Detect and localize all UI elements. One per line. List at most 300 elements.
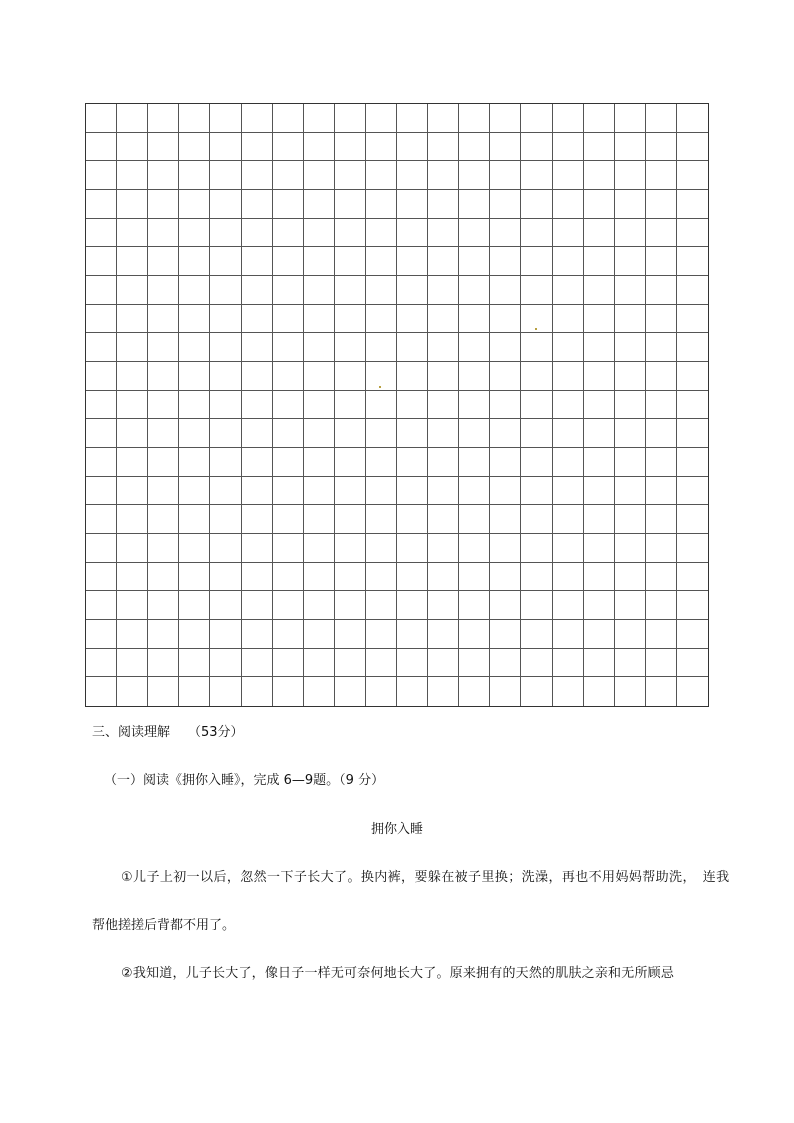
- grid-cell: [646, 362, 677, 391]
- grid-cell: [210, 333, 241, 362]
- grid-cell: [459, 477, 490, 506]
- grid-cell: [428, 563, 459, 592]
- grid-cell: [521, 477, 552, 506]
- grid-cell: [615, 190, 646, 219]
- grid-cell: [677, 505, 708, 534]
- grid-cell: [553, 505, 584, 534]
- grid-cell: [521, 391, 552, 420]
- grid-cell: [459, 161, 490, 190]
- grid-cell: [646, 391, 677, 420]
- grid-cell: [210, 190, 241, 219]
- grid-cell: [615, 448, 646, 477]
- grid-cell: [490, 419, 521, 448]
- grid-cell: [366, 534, 397, 563]
- paragraph-2: ②我知道，儿子长大了，像日子一样无可奈何地长大了。原来拥有的天然的肌肤之亲和无所顾忌: [121, 966, 675, 981]
- grid-cell: [335, 448, 366, 477]
- article-title: 拥你入睡: [370, 822, 423, 837]
- grid-cell: [677, 104, 708, 133]
- grid-cell: [117, 247, 148, 276]
- grid-cell: [553, 104, 584, 133]
- grid-cell: [179, 219, 210, 248]
- grid-cell: [242, 161, 273, 190]
- grid-cell: [148, 419, 179, 448]
- grid-cell: [584, 333, 615, 362]
- grid-cell: [521, 161, 552, 190]
- grid-cell: [273, 276, 304, 305]
- grid-cell: [210, 161, 241, 190]
- grid-cell: [646, 133, 677, 162]
- grid-cell: [304, 677, 335, 706]
- section-score: （53分）: [188, 725, 244, 740]
- grid-cell: [148, 505, 179, 534]
- grid-cell: [428, 620, 459, 649]
- grid-cell: [242, 419, 273, 448]
- grid-cell: [397, 448, 428, 477]
- grid-cell: [584, 505, 615, 534]
- grid-cell: [615, 620, 646, 649]
- grid-cell: [428, 219, 459, 248]
- section-heading: [92, 725, 244, 741]
- grid-cell: [304, 419, 335, 448]
- grid-cell: [646, 649, 677, 678]
- grid-cell: [615, 505, 646, 534]
- grid-cell: [553, 362, 584, 391]
- grid-cell: [366, 133, 397, 162]
- grid-cell: [210, 563, 241, 592]
- grid-cell: [117, 620, 148, 649]
- grid-cell: [677, 362, 708, 391]
- grid-cell: [86, 620, 117, 649]
- grid-cell: [490, 649, 521, 678]
- grid-cell: [86, 219, 117, 248]
- grid-cell: [242, 333, 273, 362]
- grid-cell: [117, 534, 148, 563]
- grid-cell: [210, 448, 241, 477]
- grid-cell: [677, 305, 708, 334]
- grid-cell: [304, 305, 335, 334]
- grid-cell: [179, 362, 210, 391]
- grid-cell: [304, 333, 335, 362]
- grid-cell: [86, 391, 117, 420]
- grid-cell: [273, 448, 304, 477]
- grid-cell: [242, 276, 273, 305]
- grid-cell: [677, 247, 708, 276]
- grid-cell: [304, 276, 335, 305]
- grid-cell: [86, 133, 117, 162]
- grid-cell: [397, 362, 428, 391]
- grid-cell: [459, 305, 490, 334]
- grid-cell: [397, 620, 428, 649]
- section-heading-text: 三、阅读理解: [92, 725, 171, 740]
- grid-cell: [490, 563, 521, 592]
- grid-cell: [273, 649, 304, 678]
- grid-cell: [179, 534, 210, 563]
- grid-cell: [646, 534, 677, 563]
- grid-cell: [86, 104, 117, 133]
- grid-cell: [677, 649, 708, 678]
- grid-cell: [335, 219, 366, 248]
- grid-cell: [335, 247, 366, 276]
- grid-cell: [148, 677, 179, 706]
- grid-cell: [210, 133, 241, 162]
- grid-cell: [584, 591, 615, 620]
- grid-cell: [117, 276, 148, 305]
- grid-cell: [366, 448, 397, 477]
- grid-cell: [335, 333, 366, 362]
- grid-cell: [459, 649, 490, 678]
- grid-cell: [490, 362, 521, 391]
- grid-cell: [521, 620, 552, 649]
- grid-cell: [148, 563, 179, 592]
- ink-speck: [535, 328, 537, 330]
- grid-cell: [366, 505, 397, 534]
- grid-cell: [335, 419, 366, 448]
- grid-cell: [273, 477, 304, 506]
- grid-cell: [210, 219, 241, 248]
- grid-cell: [459, 448, 490, 477]
- grid-cell: [242, 677, 273, 706]
- grid-cell: [304, 247, 335, 276]
- grid-cell: [584, 219, 615, 248]
- grid-cell: [273, 563, 304, 592]
- grid-cell: [490, 477, 521, 506]
- grid-cell: [273, 305, 304, 334]
- grid-cell: [179, 591, 210, 620]
- grid-cell: [210, 362, 241, 391]
- grid-cell: [273, 161, 304, 190]
- grid-cell: [148, 620, 179, 649]
- grid-cell: [677, 190, 708, 219]
- grid-cell: [242, 649, 273, 678]
- grid-cell: [86, 563, 117, 592]
- grid-cell: [646, 305, 677, 334]
- grid-cell: [335, 133, 366, 162]
- grid-cell: [179, 477, 210, 506]
- grid-cell: [117, 190, 148, 219]
- grid-cell: [148, 362, 179, 391]
- grid-cell: [366, 104, 397, 133]
- grid-cell: [148, 247, 179, 276]
- grid-cell: [273, 190, 304, 219]
- grid-cell: [304, 477, 335, 506]
- grid-cell: [397, 247, 428, 276]
- grid-cell: [646, 161, 677, 190]
- grid-cell: [86, 505, 117, 534]
- grid-cell: [677, 534, 708, 563]
- grid-cell: [179, 333, 210, 362]
- grid-cell: [553, 161, 584, 190]
- grid-cell: [584, 305, 615, 334]
- grid-cell: [179, 649, 210, 678]
- grid-cell: [86, 247, 117, 276]
- grid-cell: [553, 620, 584, 649]
- grid-cell: [521, 333, 552, 362]
- grid-cell: [273, 219, 304, 248]
- grid-cell: [490, 391, 521, 420]
- grid-cell: [86, 190, 117, 219]
- grid-cell: [677, 677, 708, 706]
- grid-cell: [646, 247, 677, 276]
- grid-cell: [148, 333, 179, 362]
- grid-cell: [428, 104, 459, 133]
- grid-cell: [117, 305, 148, 334]
- grid-cell: [397, 190, 428, 219]
- grid-cell: [335, 620, 366, 649]
- grid-cell: [490, 190, 521, 219]
- grid-cell: [148, 448, 179, 477]
- grid-cell: [148, 534, 179, 563]
- grid-cell: [459, 591, 490, 620]
- grid-cell: [397, 505, 428, 534]
- grid-cell: [117, 563, 148, 592]
- grid-cell: [459, 104, 490, 133]
- grid-cell: [397, 419, 428, 448]
- grid-cell: [646, 563, 677, 592]
- grid-cell: [553, 133, 584, 162]
- grid-cell: [273, 620, 304, 649]
- grid-cell: [148, 477, 179, 506]
- grid-cell: [242, 247, 273, 276]
- grid-cell: [366, 333, 397, 362]
- grid-cell: [459, 534, 490, 563]
- grid-cell: [490, 133, 521, 162]
- grid-cell: [615, 649, 646, 678]
- grid-cell: [397, 534, 428, 563]
- grid-cell: [677, 219, 708, 248]
- grid-cell: [584, 161, 615, 190]
- grid-cell: [428, 448, 459, 477]
- grid-cell: [86, 362, 117, 391]
- grid-cell: [553, 448, 584, 477]
- grid-cell: [584, 620, 615, 649]
- grid-cell: [86, 477, 117, 506]
- grid-cell: [179, 391, 210, 420]
- grid-cell: [148, 591, 179, 620]
- grid-cell: [117, 505, 148, 534]
- grid-cell: [210, 477, 241, 506]
- grid-cell: [553, 247, 584, 276]
- grid-cell: [304, 591, 335, 620]
- grid-cell: [366, 276, 397, 305]
- grid-cell: [117, 133, 148, 162]
- grid-cell: [521, 276, 552, 305]
- grid-cell: [179, 190, 210, 219]
- grid-cell: [428, 391, 459, 420]
- grid-cell: [397, 591, 428, 620]
- grid-cell: [677, 133, 708, 162]
- grid-cell: [366, 362, 397, 391]
- grid-cell: [148, 133, 179, 162]
- grid-cell: [86, 161, 117, 190]
- grid-cell: [210, 391, 241, 420]
- grid-cell: [584, 190, 615, 219]
- grid-cell: [366, 419, 397, 448]
- grid-cell: [428, 649, 459, 678]
- grid-cell: [397, 161, 428, 190]
- grid-cell: [304, 448, 335, 477]
- grid-cell: [179, 161, 210, 190]
- grid-cell: [242, 133, 273, 162]
- grid-cell: [553, 190, 584, 219]
- grid-cell: [553, 563, 584, 592]
- grid-cell: [428, 276, 459, 305]
- grid-cell: [490, 620, 521, 649]
- grid-cell: [646, 505, 677, 534]
- grid-cell: [677, 333, 708, 362]
- grid-cell: [242, 534, 273, 563]
- grid-cell: [677, 563, 708, 592]
- grid-cell: [646, 620, 677, 649]
- grid-cell: [210, 305, 241, 334]
- grid-cell: [584, 104, 615, 133]
- grid-cell: [521, 219, 552, 248]
- grid-cell: [677, 161, 708, 190]
- grid-cell: [397, 391, 428, 420]
- grid-cell: [397, 333, 428, 362]
- grid-cell: [117, 477, 148, 506]
- grid-cell: [86, 419, 117, 448]
- grid-cell: [521, 591, 552, 620]
- grid-cell: [366, 190, 397, 219]
- grid-cell: [615, 419, 646, 448]
- grid-cell: [490, 247, 521, 276]
- grid-cell: [521, 649, 552, 678]
- grid-cell: [397, 477, 428, 506]
- grid-cell: [397, 677, 428, 706]
- grid-cell: [428, 677, 459, 706]
- grid-cell: [521, 448, 552, 477]
- grid-cell: [210, 419, 241, 448]
- grid-cell: [459, 505, 490, 534]
- grid-cell: [646, 104, 677, 133]
- grid-cell: [459, 563, 490, 592]
- grid-cell: [366, 677, 397, 706]
- grid-cell: [273, 677, 304, 706]
- grid-cell: [584, 276, 615, 305]
- grid-cell: [553, 649, 584, 678]
- grid-cell: [459, 677, 490, 706]
- grid-cell: [490, 305, 521, 334]
- grid-cell: [242, 563, 273, 592]
- grid-cell: [117, 649, 148, 678]
- grid-cell: [428, 133, 459, 162]
- grid-cell: [86, 591, 117, 620]
- grid-cell: [210, 677, 241, 706]
- grid-cell: [428, 305, 459, 334]
- grid-cell: [521, 133, 552, 162]
- grid-cell: [304, 534, 335, 563]
- grid-cell: [179, 620, 210, 649]
- grid-cell: [646, 477, 677, 506]
- grid-cell: [335, 161, 366, 190]
- grid-cell: [117, 419, 148, 448]
- grid-cell: [335, 477, 366, 506]
- grid-cell: [584, 649, 615, 678]
- grid-cell: [428, 534, 459, 563]
- grid-cell: [210, 534, 241, 563]
- grid-cell: [304, 391, 335, 420]
- grid-cell: [366, 649, 397, 678]
- grid-cell: [397, 133, 428, 162]
- grid-cell: [366, 247, 397, 276]
- grid-cell: [553, 534, 584, 563]
- grid-cell: [459, 219, 490, 248]
- grid-cell: [428, 505, 459, 534]
- grid-cell: [677, 620, 708, 649]
- grid-cell: [117, 219, 148, 248]
- grid-cell: [584, 133, 615, 162]
- grid-cell: [615, 563, 646, 592]
- grid-cell: [397, 219, 428, 248]
- grid-cell: [584, 563, 615, 592]
- grid-cell: [179, 305, 210, 334]
- grid-cell: [584, 362, 615, 391]
- paragraph-1: ①儿子上初一以后，忽然一下子长大了。换内裤，要躲在被子里换；洗澡，再也不用妈妈帮助洗， 连我: [121, 870, 730, 885]
- grid-cell: [521, 677, 552, 706]
- grid-cell: [584, 419, 615, 448]
- grid-cell: [646, 591, 677, 620]
- grid-cell: [117, 333, 148, 362]
- grid-cell: [646, 276, 677, 305]
- grid-cell: [242, 477, 273, 506]
- grid-cell: [584, 247, 615, 276]
- grid-cell: [397, 649, 428, 678]
- grid-cell: [615, 247, 646, 276]
- grid-cell: [677, 419, 708, 448]
- grid-cell: [117, 391, 148, 420]
- grid-cell: [646, 677, 677, 706]
- grid-cell: [242, 448, 273, 477]
- grid-cell: [521, 247, 552, 276]
- grid-cell: [179, 276, 210, 305]
- grid-cell: [521, 362, 552, 391]
- grid-cell: [584, 391, 615, 420]
- grid-cell: [459, 190, 490, 219]
- grid-cell: [646, 219, 677, 248]
- grid-cell: [677, 391, 708, 420]
- grid-cell: [553, 477, 584, 506]
- grid-cell: [242, 219, 273, 248]
- grid-cell: [210, 649, 241, 678]
- grid-cell: [366, 620, 397, 649]
- grid-cell: [210, 247, 241, 276]
- grid-cell: [148, 649, 179, 678]
- grid-cell: [459, 419, 490, 448]
- grid-cell: [179, 247, 210, 276]
- grid-cell: [335, 563, 366, 592]
- grid-cell: [428, 591, 459, 620]
- grid-cell: [273, 591, 304, 620]
- grid-cell: [86, 333, 117, 362]
- grid-cell: [646, 333, 677, 362]
- grid-cell: [366, 477, 397, 506]
- grid-cell: [553, 591, 584, 620]
- grid-cell: [521, 563, 552, 592]
- grid-cell: [148, 161, 179, 190]
- grid-cell: [273, 505, 304, 534]
- grid-cell: [304, 362, 335, 391]
- grid-cell: [273, 391, 304, 420]
- grid-cell: [428, 190, 459, 219]
- grid-cell: [179, 505, 210, 534]
- grid-cell: [490, 104, 521, 133]
- grid-cell: [335, 534, 366, 563]
- grid-cell: [615, 677, 646, 706]
- grid-cell: [304, 563, 335, 592]
- grid-cell: [615, 133, 646, 162]
- grid-cell: [615, 391, 646, 420]
- grid-cell: [615, 305, 646, 334]
